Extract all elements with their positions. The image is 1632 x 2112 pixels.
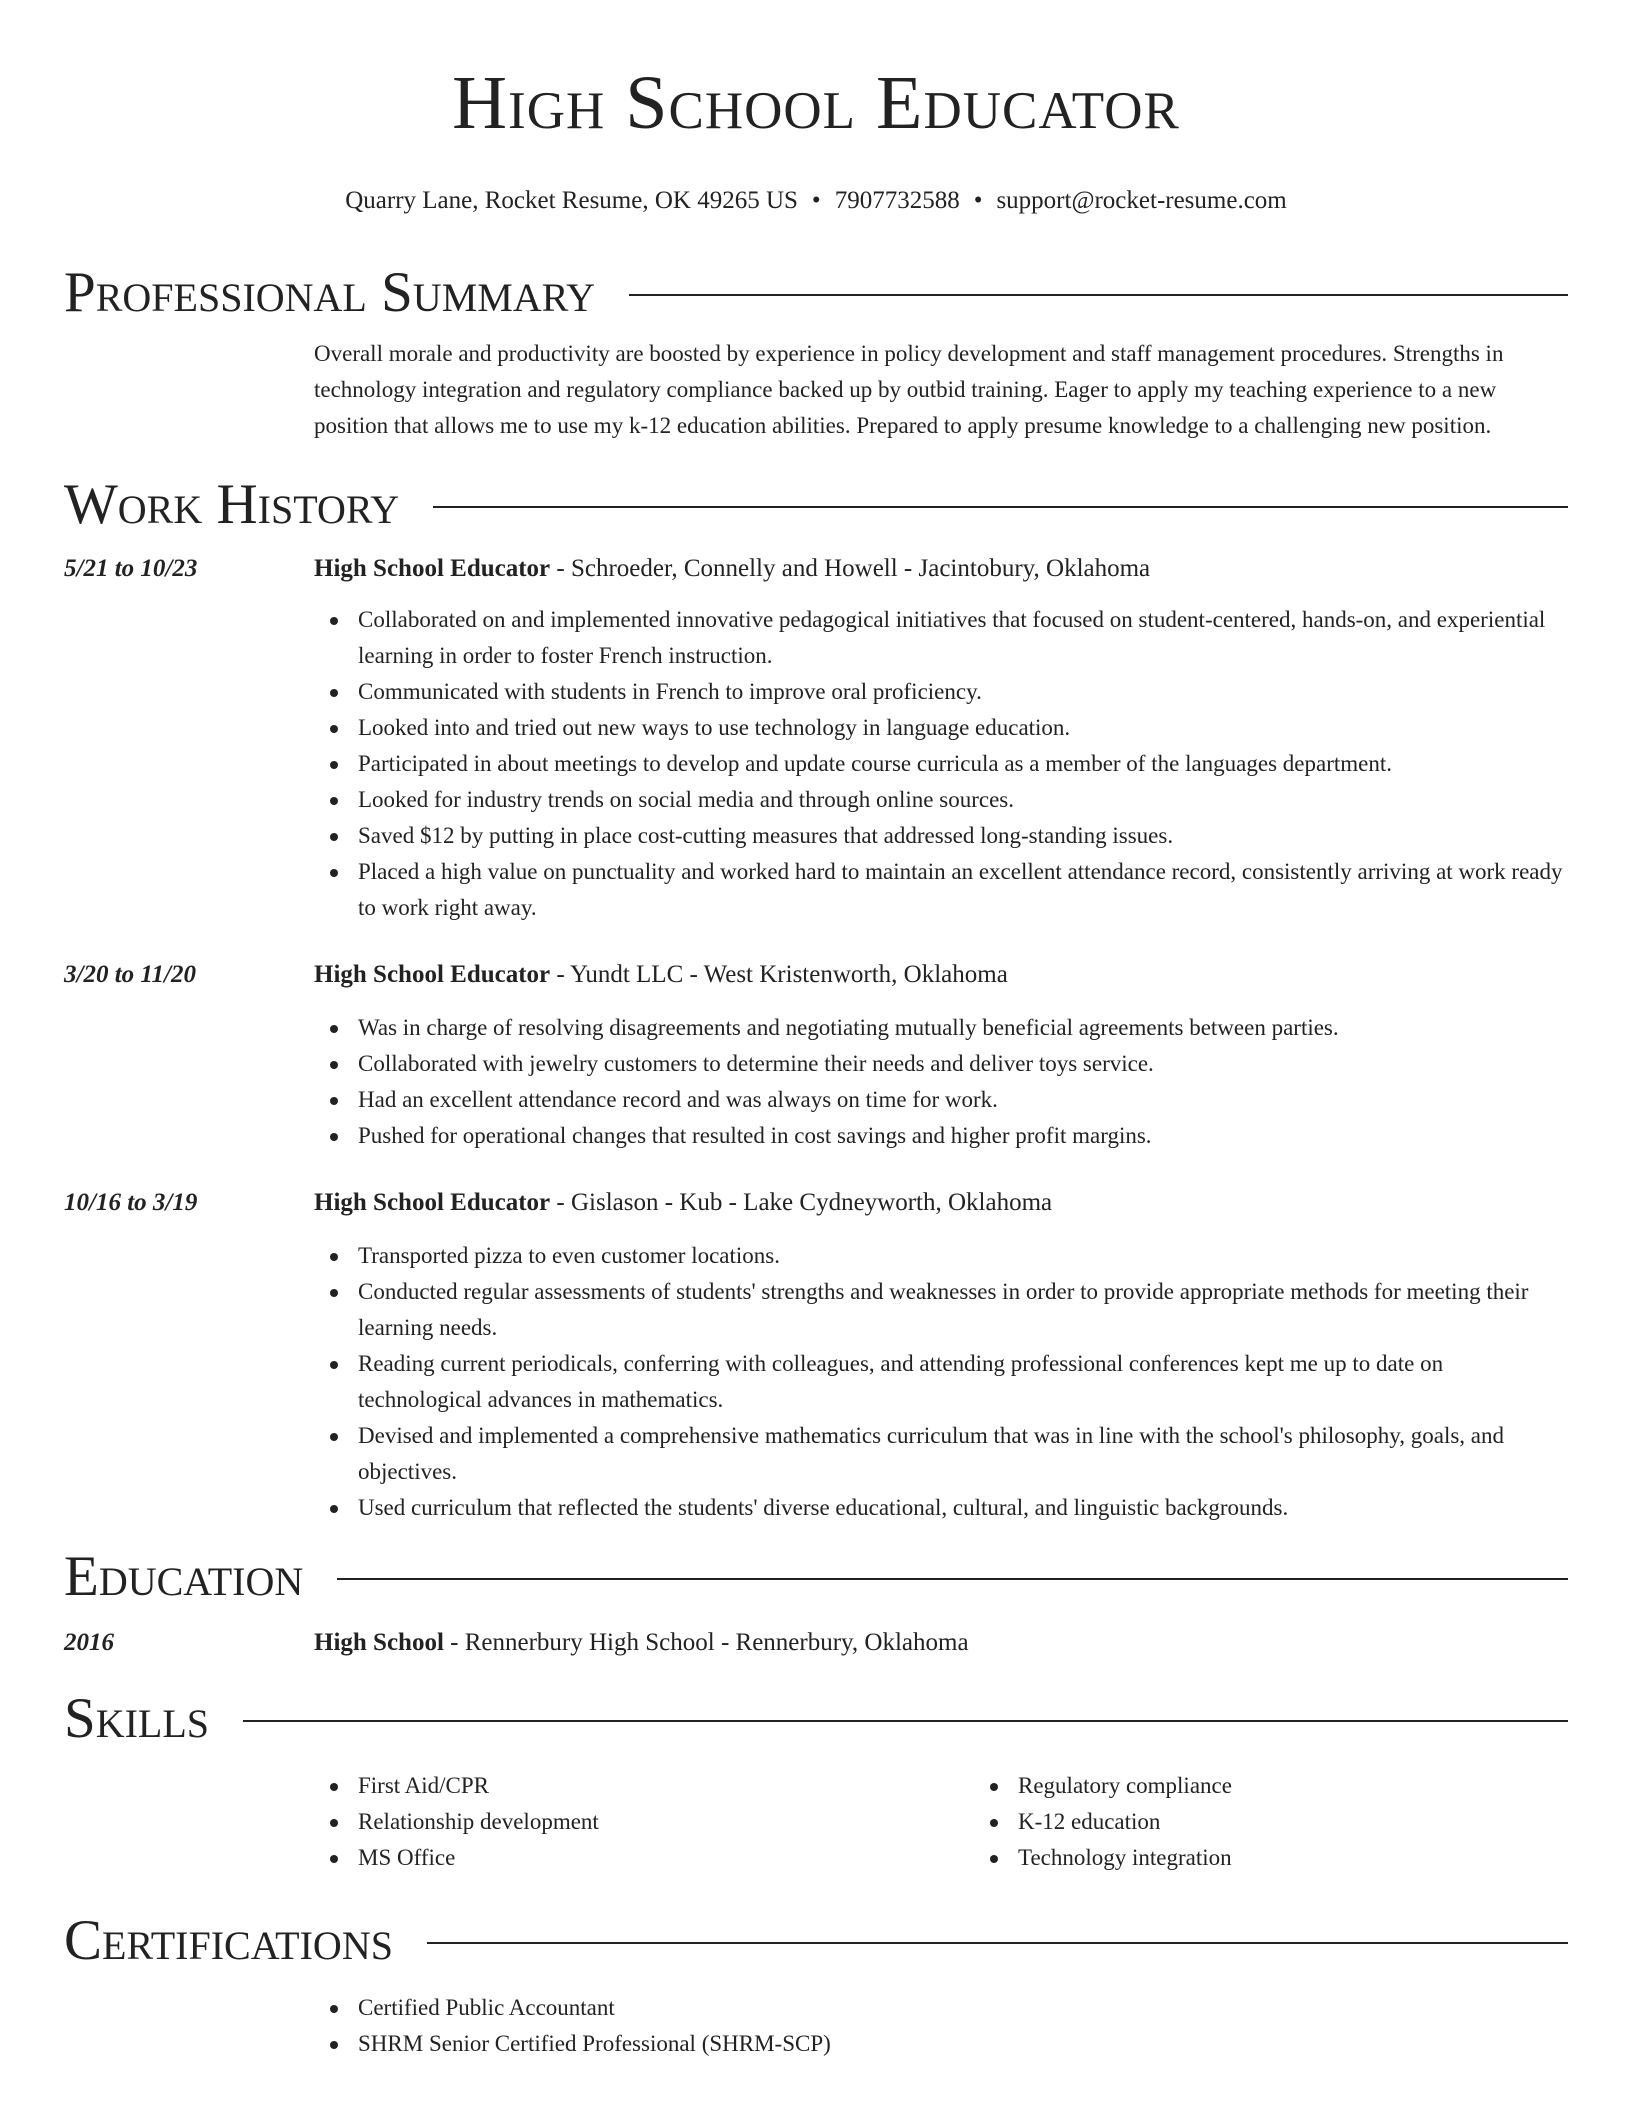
section-divider — [243, 1720, 1568, 1722]
resume-page — [64, 0, 1568, 2062]
job-bullets — [314, 1010, 1568, 1154]
education-section-header — [64, 1544, 1568, 1610]
list-item: Looked into and tried out new ways to use technology in language education. — [358, 710, 1568, 746]
skill-item: Relationship development — [358, 1804, 974, 1840]
list-item: Pushed for operational changes that resulted in cost savings and higher profit margins. — [358, 1118, 1568, 1154]
section-title: Skills — [64, 1687, 210, 1750]
list-item: Collaborated on and implemented innovative pedagogical initiatives that focused on student-centered, hands-on, and experiential learning in order to foster French instruction. — [358, 602, 1568, 674]
education-entry — [64, 1626, 1568, 1660]
job-entry — [64, 1186, 1568, 1526]
education-details: - Rennerbury High School - Rennerbury, Oklahoma — [443, 1629, 969, 1656]
job-dates: 10/16 to 3/19 — [64, 1189, 198, 1216]
job-role: High School Educator — [314, 555, 551, 582]
job-heading — [314, 958, 1568, 992]
job-heading — [314, 1186, 1568, 1220]
list-item: Communicated with students in French to improve oral proficiency. — [358, 674, 1568, 710]
job-bullets — [314, 1238, 1568, 1526]
email: support@rocket-resume.com — [996, 187, 1287, 214]
job-role: High School Educator — [314, 1189, 551, 1216]
summary-row — [64, 336, 1568, 444]
section-divider — [629, 294, 1568, 296]
section-divider — [337, 1578, 1568, 1580]
list-item: Saved $12 by putting in place cost-cutting measures that addressed long-standing issues. — [358, 818, 1568, 854]
job-dates: 3/20 to 11/20 — [64, 961, 196, 988]
education-year: 2016 — [64, 1629, 114, 1656]
list-item: Used curriculum that reflected the students' diverse educational, cultural, and linguistic backgrounds. — [358, 1490, 1568, 1526]
phone: 7907732588 — [834, 187, 960, 214]
skills-row — [64, 1768, 1568, 1876]
separator-dot: • — [973, 187, 983, 214]
job-details: - Yundt LLC - West Kristenworth, Oklahoma — [550, 961, 1008, 988]
certification-item: SHRM Senior Certified Professional (SHRM-SCP) — [358, 2026, 1568, 2062]
separator-dot: • — [811, 187, 821, 214]
contact-line — [64, 186, 1568, 216]
job-bullets — [314, 602, 1568, 926]
candidate-name: High School Educator — [452, 61, 1180, 145]
list-item: Participated in about meetings to develop and update course curricula as a member of the languages department. — [358, 746, 1568, 782]
job-dates: 5/21 to 10/23 — [64, 555, 198, 582]
summary-text: Overall morale and productivity are boosted by experience in policy development and staff management procedures. Strengths in technology integration and regulatory compliance backed up by outbid training. Eager to apply my teaching experience to a new position that allows me to use my k-12 education abilities. Prepared to apply presume knowledge to a challenging new position. — [314, 341, 1504, 438]
skill-item: Technology integration — [1018, 1840, 1632, 1876]
section-title: Certifications — [64, 1909, 393, 1972]
work-section-header — [64, 472, 1568, 538]
list-item: Collaborated with jewelry customers to determine their needs and deliver toys service. — [358, 1046, 1568, 1082]
skill-item: Regulatory compliance — [1018, 1768, 1632, 1804]
skill-item: K-12 education — [1018, 1804, 1632, 1840]
list-item: Reading current periodicals, conferring with colleagues, and attending professional conferences kept me up to date on technological advances in mathematics. — [358, 1346, 1568, 1418]
list-item: Devised and implemented a comprehensive mathematics curriculum that was in line with the school's philosophy, goals, and objectives. — [358, 1418, 1568, 1490]
education-heading — [314, 1626, 1568, 1660]
skills-grid — [314, 1768, 1632, 1876]
list-item: Placed a high value on punctuality and worked hard to maintain an excellent attendance record, consistently arriving at work ready to work right away. — [358, 854, 1568, 926]
list-item: Conducted regular assessments of students' strengths and weaknesses in order to provide appropriate methods for meeting their learning needs. — [358, 1274, 1568, 1346]
job-details: - Gislason - Kub - Lake Cydneyworth, Oklahoma — [550, 1189, 1053, 1216]
section-title: Professional Summary — [64, 261, 596, 324]
job-role: High School Educator — [314, 961, 551, 988]
job-details: - Schroeder, Connelly and Howell - Jacintobury, Oklahoma — [550, 555, 1151, 582]
section-divider — [427, 1942, 1568, 1944]
certifications-row — [64, 1990, 1568, 2062]
certifications-list — [314, 1990, 1568, 2062]
list-item: Transported pizza to even customer locations. — [358, 1238, 1568, 1274]
skill-item: MS Office — [358, 1840, 974, 1876]
list-item: Looked for industry trends on social media and through online sources. — [358, 782, 1568, 818]
list-item: Was in charge of resolving disagreements and negotiating mutually beneficial agreements between parties. — [358, 1010, 1568, 1046]
skill-item: First Aid/CPR — [358, 1768, 974, 1804]
section-title: Education — [64, 1545, 304, 1608]
job-entry — [64, 552, 1568, 926]
summary-section-header — [64, 260, 1568, 326]
skills-column-left — [314, 1768, 974, 1876]
section-title: Work History — [64, 473, 400, 536]
skills-column-right — [974, 1768, 1632, 1876]
job-entry — [64, 958, 1568, 1154]
education-degree: High School — [314, 1629, 444, 1656]
list-item: Had an excellent attendance record and was always on time for work. — [358, 1082, 1568, 1118]
skills-section-header — [64, 1686, 1568, 1752]
certifications-section-header — [64, 1908, 1568, 1974]
job-heading — [314, 552, 1568, 586]
section-divider — [433, 506, 1568, 508]
address: Quarry Lane, Rocket Resume, OK 49265 US — [345, 187, 798, 214]
certification-item: Certified Public Accountant — [358, 1990, 1568, 2026]
